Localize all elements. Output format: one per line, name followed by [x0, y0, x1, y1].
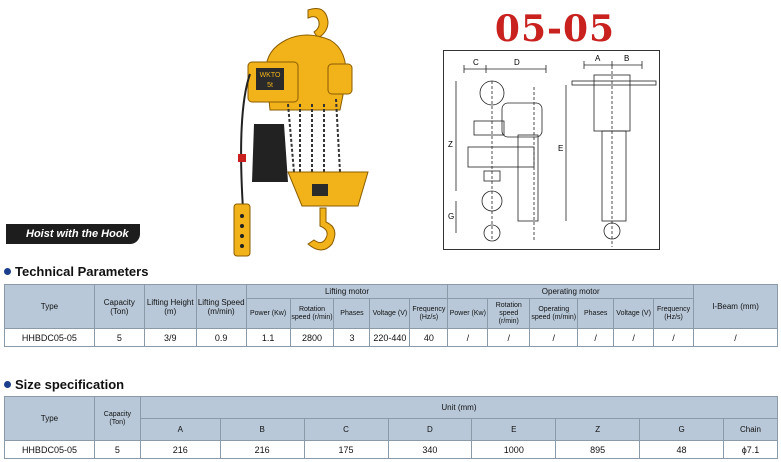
cell-b: 216 [220, 441, 304, 459]
th-lm-rotation: Rotation speed (r/min) [290, 299, 334, 329]
th-ibeam: I-Beam (mm) [694, 285, 778, 329]
cell-lm-rotation: 2800 [290, 329, 334, 347]
cell-a: 216 [140, 441, 220, 459]
th-lifting-motor: Lifting motor [246, 285, 448, 299]
cell-type: HHBDC05-05 [5, 329, 95, 347]
label-a: A [595, 54, 601, 63]
bullet-icon [4, 268, 11, 275]
th-operating-motor: Operating motor [448, 285, 694, 299]
th-lifting-height: Lifting Height (m) [144, 285, 196, 329]
th-om-frequency: Frequency (Hz/s) [654, 299, 694, 329]
th-chain: Chain [723, 419, 777, 441]
label-c: C [473, 58, 479, 67]
label-b: B [624, 54, 630, 63]
technical-title-text: Technical Parameters [15, 264, 149, 279]
th-e: E [472, 419, 556, 441]
cell-lm-phases: 3 [334, 329, 370, 347]
th-lm-power: Power (Kw) [246, 299, 290, 329]
th-lifting-speed: Lifting Speed (m/min) [196, 285, 246, 329]
cell-ibeam: / [694, 329, 778, 347]
cell-lm-power: 1.1 [246, 329, 290, 347]
th-b: B [220, 419, 304, 441]
label-g: G [448, 212, 455, 221]
cell-e: 1000 [472, 441, 556, 459]
label-d: D [514, 58, 520, 67]
th-size-unit: Unit (mm) [140, 397, 777, 419]
th-om-speed: Operating speed (m/min) [530, 299, 578, 329]
th-om-rotation: Rotation speed (r/min) [488, 299, 530, 329]
cell-om-phases: / [578, 329, 614, 347]
cell-z: 895 [556, 441, 640, 459]
table-row [5, 441, 778, 459]
dimension-drawing [443, 50, 660, 250]
hoist-photo [228, 4, 376, 260]
table-row [5, 329, 778, 347]
cell-size-capacity: 5 [94, 441, 140, 459]
cell-lifting-speed: 0.9 [196, 329, 246, 347]
cell-om-power: / [448, 329, 488, 347]
th-om-voltage: Voltage (V) [614, 299, 654, 329]
label-z: Z [448, 140, 453, 149]
technical-title [4, 264, 148, 279]
cell-capacity: 5 [94, 329, 144, 347]
th-lm-phases: Phases [334, 299, 370, 329]
capacity-mark: 5t [267, 82, 273, 89]
th-z: Z [556, 419, 640, 441]
model-title: 05-05 [494, 8, 616, 50]
th-lm-frequency: Frequency (Hz/s) [410, 299, 448, 329]
cell-om-voltage: / [614, 329, 654, 347]
cell-lm-frequency: 40 [410, 329, 448, 347]
size-table [4, 396, 778, 459]
cell-lifting-height: 3/9 [144, 329, 196, 347]
brand-mark: WKTO [259, 72, 281, 79]
th-d: D [388, 419, 472, 441]
th-type: Type [5, 285, 95, 329]
cell-om-speed: / [530, 329, 578, 347]
th-c: C [304, 419, 388, 441]
th-g: G [640, 419, 724, 441]
size-title-text: Size specification [15, 377, 125, 392]
th-capacity: Capacity (Ton) [94, 285, 144, 329]
cell-g: 48 [640, 441, 724, 459]
th-lm-voltage: Voltage (V) [370, 299, 410, 329]
label-e: E [558, 144, 564, 153]
cell-om-rotation: / [488, 329, 530, 347]
cell-lm-voltage: 220-440 [370, 329, 410, 347]
size-title [4, 377, 124, 392]
hoist-tag: Hoist with the Hook [6, 224, 140, 244]
bullet-icon [4, 381, 11, 388]
th-size-capacity: Capacity (Ton) [94, 397, 140, 441]
th-a: A [140, 419, 220, 441]
technical-table [4, 284, 778, 347]
th-size-type: Type [5, 397, 95, 441]
cell-c: 175 [304, 441, 388, 459]
th-om-phases: Phases [578, 299, 614, 329]
cell-om-frequency: / [654, 329, 694, 347]
th-om-power: Power (Kw) [448, 299, 488, 329]
cell-chain: ϕ7.1 [723, 441, 777, 459]
cell-size-type: HHBDC05-05 [5, 441, 95, 459]
cell-d: 340 [388, 441, 472, 459]
